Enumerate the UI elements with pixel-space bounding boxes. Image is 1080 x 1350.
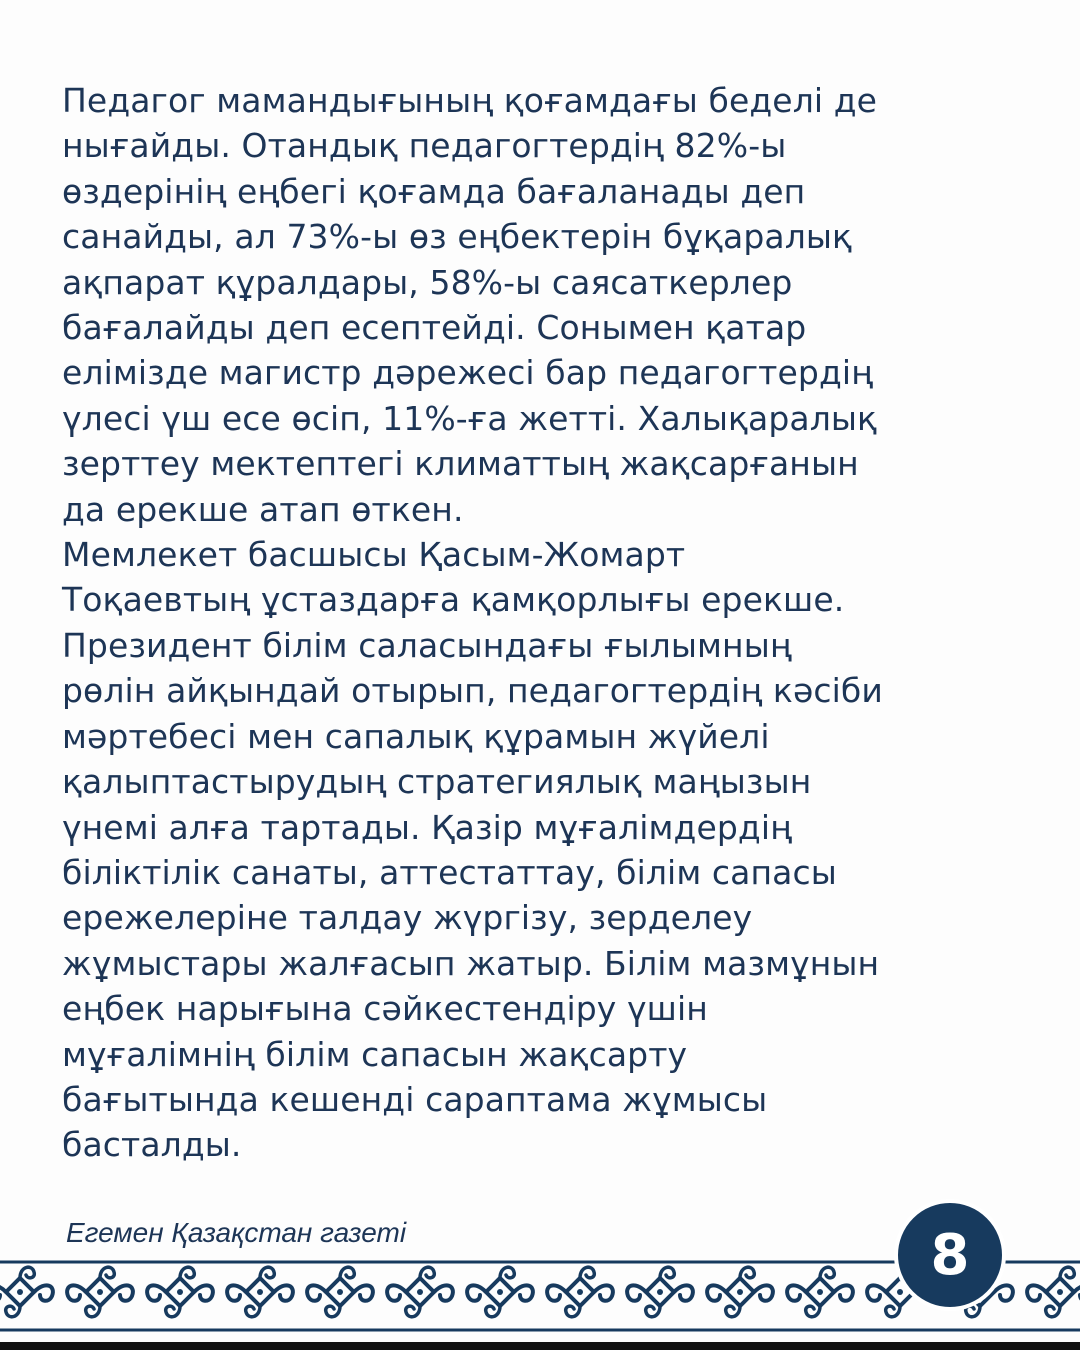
article-line: жұмыстары жалғасып жатыр. Білім мазмұнын <box>62 943 880 983</box>
article-line: Педагог мамандығының қоғамдағы беделі де <box>62 81 878 120</box>
article-line: Президент білім саласындағы ғылымның <box>62 625 792 665</box>
article-line: да ерекше атап өткен. <box>62 489 464 529</box>
article-line: бағытында кешенді сараптама жұмысы <box>62 1079 768 1119</box>
article-line: елімізде магистр дәрежесі бар педагогтердің <box>62 353 874 393</box>
bottom-divider <box>0 1342 1080 1350</box>
article-line: бағалайды деп есептейді. Сонымен қатар <box>62 308 807 348</box>
source-caption: Егемен Қазақстан газеті <box>66 1217 407 1248</box>
article-line: ақпарат құралдары, 58%-ы саясаткерлер <box>62 262 793 302</box>
article-line: үлесі үш есе өсіп, 11%-ға жетті. Халықаралық <box>62 398 878 438</box>
article-line: Тоқаевтың ұстаздарға қамқорлығы ерекше. <box>62 580 845 620</box>
article-line: Мемлекет басшысы Қасым-Жомарт <box>62 535 686 575</box>
article-line: өздерінің еңбегі қоғамда бағаланады деп <box>62 171 806 211</box>
article-line: зерттеу мектептегі климаттың жақсарғанын <box>62 444 859 484</box>
article-line: рөлін айқындай отырып, педагогтердің кәсіби <box>62 671 883 711</box>
article-line: қалыптастырудың стратегиялық маңызын <box>62 762 812 802</box>
article-line: басталды. <box>62 1125 242 1165</box>
article-text <box>62 78 1002 1168</box>
page-number-badge: 8 <box>894 1199 1006 1311</box>
article-line: үнемі алға тартады. Қазір мұғалімдердің <box>62 807 792 847</box>
article-line: ережелеріне талдау жүргізу, зерделеу <box>62 898 753 938</box>
article-line: санайды, ал 73%-ы өз еңбектерін бұқаралық <box>62 217 853 257</box>
article-line: мұғалімнің білім сапасын жақсарту <box>62 1034 688 1074</box>
article-line: нығайды. Отандық педагогтердің 82%-ы <box>62 126 787 166</box>
article-line: еңбек нарығына сәйкестендіру үшін <box>62 989 708 1029</box>
article-line: біліктілік санаты, аттестаттау, білім сапасы <box>62 852 837 892</box>
article-line: мәртебесі мен сапалық құрамын жүйелі <box>62 716 770 756</box>
